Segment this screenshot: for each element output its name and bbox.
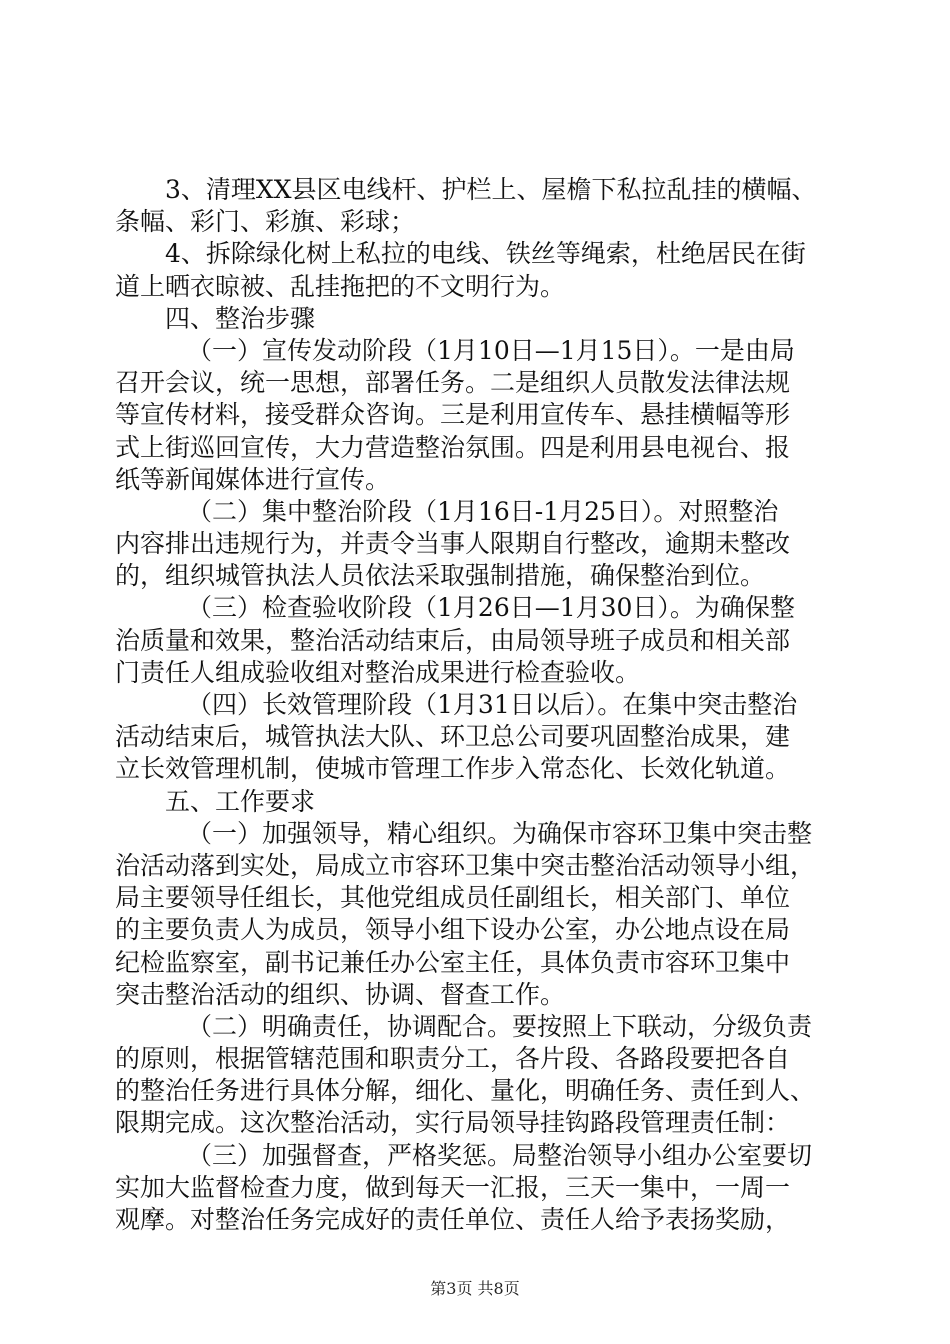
text-line: 实加大监督检查力度，做到每天一汇报，三天一集中，一周一 [115,1172,791,1202]
section-heading: 四、整治步骤 [165,303,316,333]
text-line: 纸等新闻媒体进行宣传。 [115,464,391,494]
text-line: 立长效管理机制，使城市管理工作步入常态化、长效化轨道。 [115,754,791,784]
text-line: 的原则，根据管辖范围和职责分工，各片段、各路段要把各自 [115,1044,791,1074]
text-line: 限期完成。这次整治活动，实行局领导挂钩路段管理责任制： [115,1108,791,1138]
text-line: 道上晒衣晾被、乱挂拖把的不文明行为。 [115,271,566,301]
text-line: 等宣传材料，接受群众咨询。三是利用宣传车、悬挂横幅等形 [115,400,791,430]
text-line: （三）检查验收阶段（1月26日—1月30日）。为确保整 [187,593,795,623]
text-line: （二）集中整治阶段（1月16日-1月25日）。对照整治 [187,496,779,526]
text-line: （一）加强领导，精心组织。为确保市容环卫集中突击整 [187,818,813,848]
text-line: 的，组织城管执法人员依法采取强制措施，确保整治到位。 [115,561,766,591]
text-line: 门责任人组成验收组对整治成果进行检查验收。 [115,657,641,687]
text-line: 的主要负责人为成员，领导小组下设办公室，办公地点设在局 [115,915,791,945]
text-line: （一）宣传发动阶段（1月10日—1月15日）。一是由局 [187,335,795,365]
text-line: 治质量和效果，整治活动结束后，由局领导班子成员和相关部 [115,625,791,655]
text-line: 式上街巡回宣传，大力营造整治氛围。四是利用县电视台、报 [115,432,791,462]
text-line: 4、拆除绿化树上私拉的电线、铁丝等绳索，杜绝居民在街 [165,239,806,269]
text-line: 内容排出违规行为，并责令当事人限期自行整改，逾期未整改 [115,529,791,559]
text-line: （二）明确责任，协调配合。要按照上下联动，分级负责 [187,1011,813,1041]
document-body [115,174,835,1236]
text-line: 的整治任务进行具体分解，细化、量化，明确任务、责任到人、 [115,1076,816,1106]
text-line: 突击整治活动的组织、协调、督查工作。 [115,979,566,1009]
text-line: （三）加强督查，严格奖惩。局整治领导小组办公室要切 [187,1140,813,1170]
text-line: 活动结束后，城管执法大队、环卫总公司要巩固整治成果，建 [115,722,791,752]
text-line: 召开会议，统一思想，部署任务。二是组织人员散发法律法规 [115,368,791,398]
text-line: 治活动落到实处，局成立市容环卫集中突击整治活动领导小组， [115,850,816,880]
text-line: 纪检监察室，副书记兼任办公室主任，具体负责市容环卫集中 [115,947,791,977]
text-line: 局主要领导任组长，其他党组成员任副组长，相关部门、单位 [115,883,791,913]
page-footer: 第3页 共8页 [430,1279,520,1298]
text-line: 观摩。对整治任务完成好的责任单位、责任人给予表扬奖励， [115,1205,791,1234]
text-line: 条幅、彩门、彩旗、彩球； [115,207,416,237]
text-line: （四）长效管理阶段（1月31日以后）。在集中突击整治 [187,690,798,719]
section-heading: 五、工作要求 [165,786,316,816]
text-line: 3、清理XX县区电线杆、护栏上、屋檐下私拉乱挂的横幅、 [165,175,817,204]
